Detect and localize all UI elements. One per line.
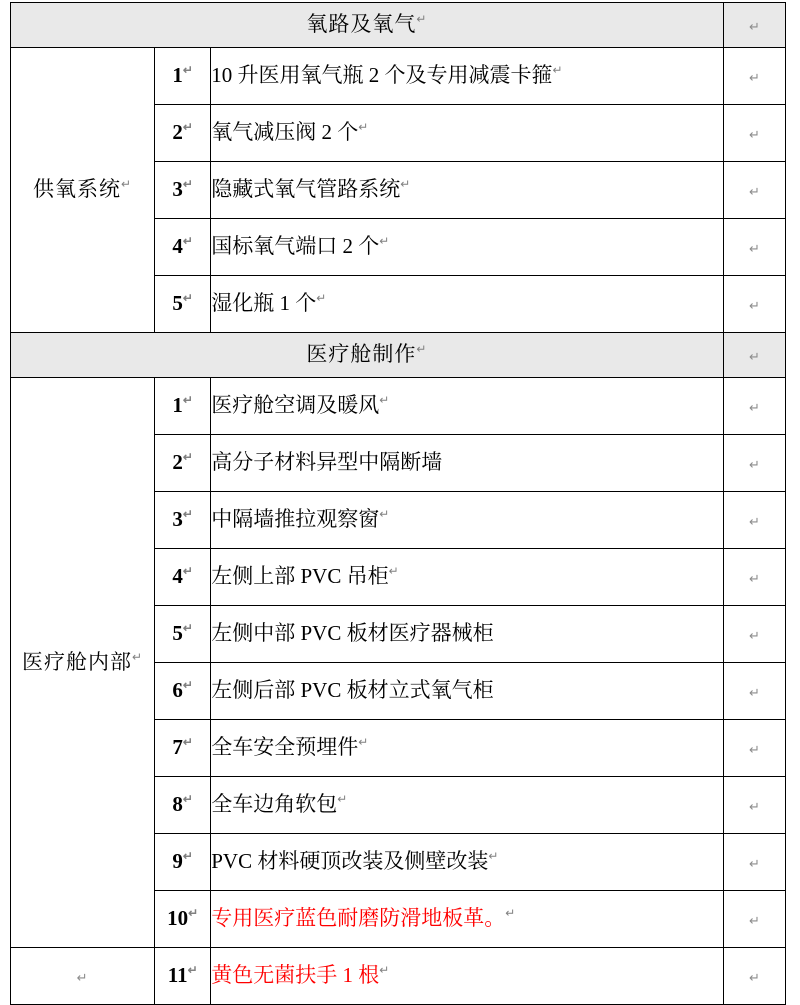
row-number: 1↵ [155,48,211,105]
paragraph-mark: ↵ [182,120,193,135]
row-number: 7↵ [155,720,211,777]
paragraph-mark: ↵ [748,571,760,587]
row-number: 6↵ [155,663,211,720]
row-description: 国标氧气端口 2 个↵ [211,219,724,276]
row-number: 2↵ [155,105,211,162]
category-cell-empty [11,948,155,1005]
row-number: 10↵ [155,891,211,948]
table-row [11,378,786,435]
section-header-mark-cell [723,3,785,48]
row-mark-cell [723,549,785,606]
paragraph-mark: ↵ [552,63,563,78]
row-number: 8↵ [155,777,211,834]
paragraph-mark: ↵ [748,400,760,416]
section-header-text: 医疗舱制作 [306,342,417,367]
paragraph-mark: ↵ [188,906,199,921]
row-number: 4↵ [155,219,211,276]
paragraph-mark: ↵ [748,913,760,929]
paragraph-mark: ↵ [337,792,348,807]
paragraph-mark: ↵ [358,735,369,750]
row-description: 氧气减压阀 2 个↵ [211,105,724,162]
paragraph-mark: ↵ [182,291,193,306]
row-description: 湿化瓶 1 个↵ [211,276,724,333]
paragraph-mark: ↵ [748,628,760,644]
section-header-text: 氧路及氧气 [306,12,417,37]
paragraph-mark: ↵ [748,184,760,200]
section-header-row [11,333,786,378]
paragraph-mark: ↵ [748,349,760,365]
row-mark-cell [723,720,785,777]
category-cell-medical-cabin-interior [11,378,155,948]
paragraph-mark: ↵ [388,564,399,579]
row-mark-cell [723,777,785,834]
row-description: 全车安全预埋件↵ [211,720,724,777]
row-description: 隐藏式氧气管路系统↵ [211,162,724,219]
paragraph-mark: ↵ [182,234,193,249]
section-header-mark-cell [723,333,785,378]
category-label: 供氧系统 [33,177,122,202]
row-description: 中隔墙推拉观察窗↵ [211,492,724,549]
paragraph-mark: ↵ [76,970,89,986]
paragraph-mark: ↵ [748,856,760,872]
paragraph-mark: ↵ [748,685,760,701]
paragraph-mark: ↵ [416,12,428,27]
paragraph-mark: ↵ [182,849,193,864]
row-mark-cell [723,606,785,663]
table-row [11,48,786,105]
row-number: 5↵ [155,606,211,663]
paragraph-mark: ↵ [182,63,193,78]
row-description: 10 升医用氧气瓶 2 个及专用减震卡箍↵ [211,48,724,105]
row-number: 1↵ [155,378,211,435]
paragraph-mark: ↵ [748,742,760,758]
row-description: 黄色无菌扶手 1 根↵ [211,948,724,1005]
row-number: 3↵ [155,162,211,219]
paragraph-mark: ↵ [182,177,193,192]
paragraph-mark: ↵ [182,621,193,636]
paragraph-mark: ↵ [379,963,390,978]
row-description: 左侧后部 PVC 板材立式氧气柜 [211,663,724,720]
row-mark-cell [723,378,785,435]
row-description: 全车边角软包↵ [211,777,724,834]
row-number: 5↵ [155,276,211,333]
paragraph-mark: ↵ [132,649,144,664]
paragraph-mark: ↵ [182,507,193,522]
paragraph-mark: ↵ [505,906,516,921]
category-label: 医疗舱内部 [22,649,133,674]
row-description: 左侧上部 PVC 吊柜↵ [211,549,724,606]
row-description: 左侧中部 PVC 板材医疗器械柜 [211,606,724,663]
paragraph-mark: ↵ [358,120,369,135]
paragraph-mark: ↵ [182,678,193,693]
row-mark-cell [723,891,785,948]
paragraph-mark: ↵ [182,450,193,465]
row-description: 专用医疗蓝色耐磨防滑地板革。↵ [211,891,724,948]
row-mark-cell [723,219,785,276]
paragraph-mark: ↵ [748,799,760,815]
paragraph-mark: ↵ [416,342,428,357]
paragraph-mark: ↵ [182,792,193,807]
specification-table [10,2,786,1005]
paragraph-mark: ↵ [488,849,499,864]
row-mark-cell [723,276,785,333]
row-mark-cell [723,492,785,549]
paragraph-mark: ↵ [121,177,133,192]
document-page [0,2,800,988]
row-number: 2↵ [155,435,211,492]
row-mark-cell [723,105,785,162]
paragraph-mark: ↵ [182,564,193,579]
section-header-medical-cabin [11,333,724,378]
row-number: 4↵ [155,549,211,606]
paragraph-mark: ↵ [748,457,760,473]
table-row [11,948,786,1005]
paragraph-mark: ↵ [748,70,760,86]
paragraph-mark: ↵ [748,241,760,257]
paragraph-mark: ↵ [187,963,198,978]
row-number: 9↵ [155,834,211,891]
row-description: 高分子材料异型中隔断墙 [211,435,724,492]
paragraph-mark: ↵ [748,19,760,35]
category-cell-oxygen-system [11,48,155,333]
paragraph-mark: ↵ [748,970,760,986]
paragraph-mark: ↵ [379,507,390,522]
row-number: 11↵ [155,948,211,1005]
row-mark-cell [723,435,785,492]
row-description: 医疗舱空调及暖风↵ [211,378,724,435]
paragraph-mark: ↵ [748,127,760,143]
row-description: PVC 材料硬顶改装及侧壁改装↵ [211,834,724,891]
row-mark-cell [723,663,785,720]
paragraph-mark: ↵ [400,177,411,192]
row-mark-cell [723,48,785,105]
paragraph-mark: ↵ [748,514,760,530]
paragraph-mark: ↵ [182,735,193,750]
paragraph-mark: ↵ [379,234,390,249]
row-mark-cell [723,948,785,1005]
section-header-row [11,3,786,48]
paragraph-mark: ↵ [182,393,193,408]
row-mark-cell [723,162,785,219]
row-number: 3↵ [155,492,211,549]
paragraph-mark: ↵ [379,393,390,408]
row-mark-cell [723,834,785,891]
section-header-oxygen [11,3,724,48]
paragraph-mark: ↵ [748,298,760,314]
paragraph-mark: ↵ [316,291,327,306]
